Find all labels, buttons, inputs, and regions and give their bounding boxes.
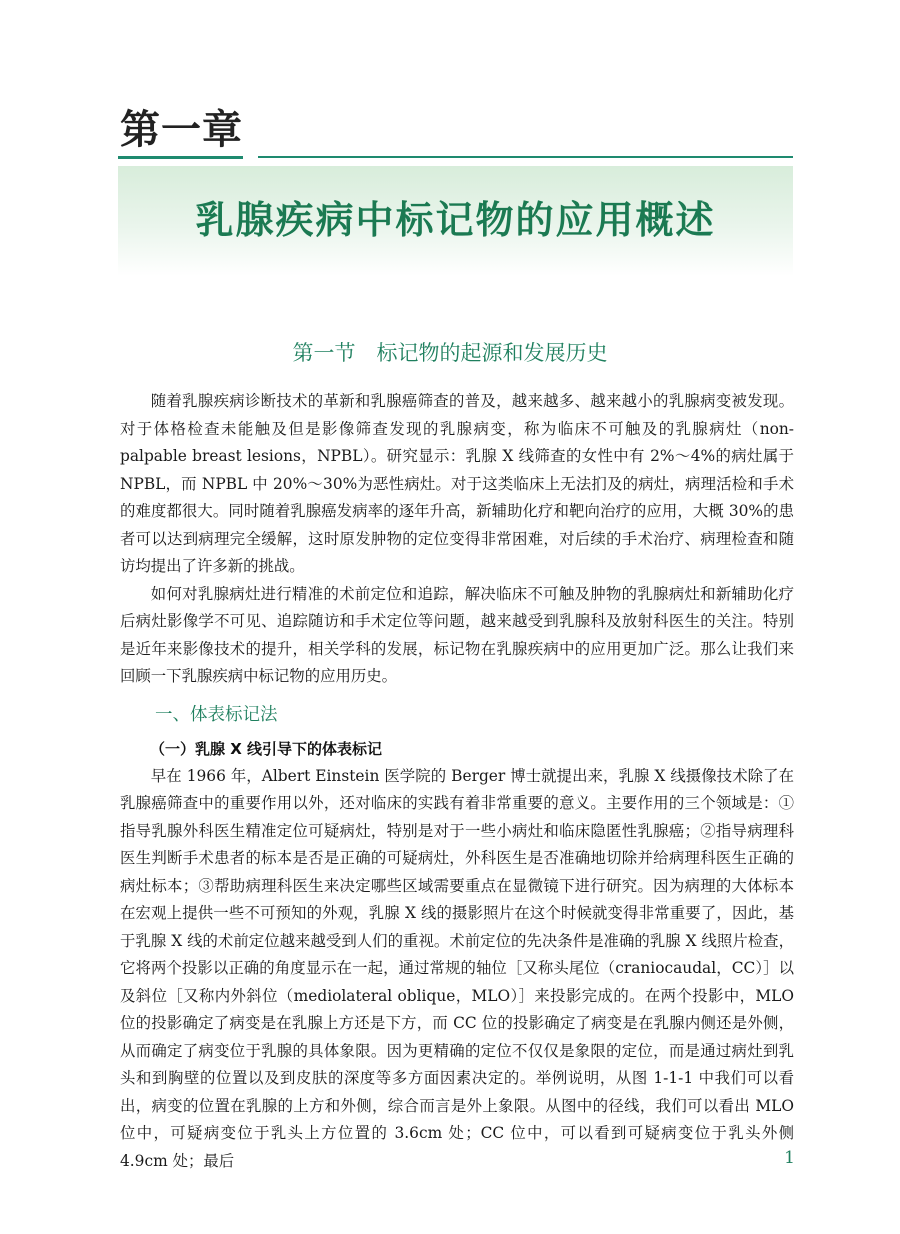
body-text: [120, 388, 794, 1175]
paragraph-2: 如何对乳腺病灶进行精准的术前定位和追踪，解决临床不可触及肿物的乳腺病灶和新辅助化疗后病灶影像学不可见、追踪随访和手术定位等问题，越来越受到乳腺科及放射科医生的关注。特别是近年来影像技术的提升，相关学科的发展，标记物在乳腺疾病中的应用更加广泛。那么让我们来回顾一下乳腺疾病中标记物的应用历史。: [120, 584, 794, 685]
chapter-label: 第一章: [120, 107, 243, 153]
heading-level-2: （一）乳腺 X 线引导下的体表标记: [150, 739, 383, 758]
paragraph-3: 早在 1966 年，Albert Einstein 医学院的 Berger 博士就提出来，乳腺 X 线摄像技术除了在乳腺癌筛查中的重要作用以外，还对临床的实践有着非常重要的意义。主要作用的三个领域是：①指导乳腺外科医生精准定位可疑病灶，特别是对于一些小病灶和临床隐匿性乳腺癌；②指导病理科医生判断手术患者的标本是否是正确的可疑病灶，外科医生是否准确地切除并给病理科医生正确的病灶标本；③帮助病理科医生来决定哪些区域需要重点在显微镜下进行研究。因为病理的大体标本在宏观上提供一些不可预知的外观，乳腺 X 线的摄影照片在这个时候就变得非常重要了，因此，基于乳腺 X 线的术前定位越来越受到人们的重视。术前定位的先决条件是准确的乳腺 X 线照片检查，它将两个投影以正确的角度显示在一起，通过常规的轴位［又称头尾位（craniocaudal，CC）］以及斜位［又称内外斜位（mediolateral oblique，MLO）］来投影完成的。在两个投影中，MLO 位的投影确定了病变是在乳腺上方还是下方，而 CC 位的投影确定了病变是在乳腺内侧还是外侧，从而确定了病变位于乳腺的具体象限。因为更精确的定位不仅仅是象限的定位，而是通过病灶到乳头和到胸壁的位置以及到皮肤的深度等多方面因素决定的。举例说明，从图 1-1-1 中我们可以看出，病变的位置在乳腺的上方和外侧，综合而言是外上象限。从图中的径线，我们可以看出 MLO 位中，可疑病变位于乳头上方位置的 3.6cm 处；CC 位中，可以看到可疑病变位于乳头外侧 4.9cm 处；最后: [120, 766, 794, 1170]
paragraph-1: 随着乳腺疾病诊断技术的革新和乳腺癌筛查的普及，越来越多、越来越小的乳腺病变被发现。对于体格检查未能触及但是影像筛查发现的乳腺病变，称为临床不可触及的乳腺病灶（non-palpable breast lesions，NPBL）。研究显示：乳腺 X 线筛查的女性中有 2%～4%的病灶属于 NPBL，而 NPBL 中 20%～30%为恶性病灶。对于这类临床上无法扪及的病灶，病理活检和手术的难度都很大。同时随着乳腺癌发病率的逐年升高，新辅助化疗和靶向治疗的应用，大概 30%的患者可以达到病理完全缓解，这时原发肿物的定位变得非常困难，对后续的手术治疗、病理检查和随访均提出了许多新的挑战。: [120, 392, 794, 575]
chapter-rule-short: [118, 156, 243, 159]
section-title: 第一节 标记物的起源和发展历史: [292, 341, 608, 365]
heading-level-1: 一、体表标记法: [155, 704, 278, 725]
chapter-title: 乳腺疾病中标记物的应用概述: [195, 198, 716, 242]
chapter-rule-long: [258, 156, 793, 158]
page-number: 1: [784, 1148, 795, 1168]
